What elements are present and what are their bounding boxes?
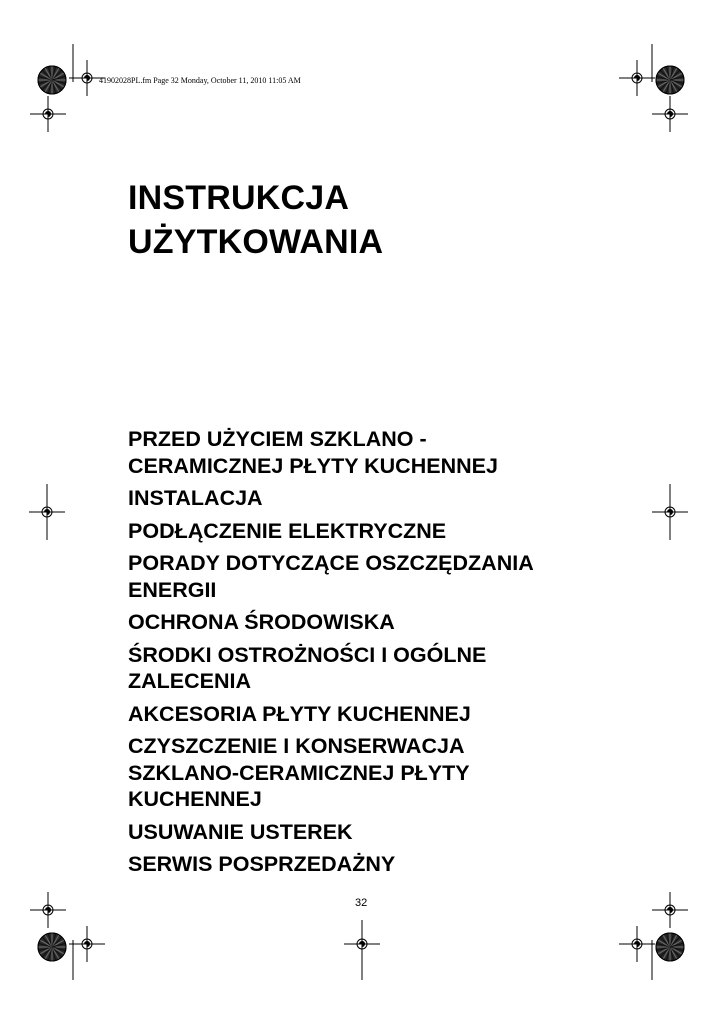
toc-item: [128, 819, 648, 846]
toc-item-line: OCHRONA ŚRODOWISKA: [128, 610, 395, 634]
toc-item-line: CZYSZCZENIE I KONSERWACJA: [128, 734, 465, 758]
toc-item: [128, 426, 648, 479]
print-slug: 41902028PL.fm Page 32 Monday, October 11, 2010 11:05 AM: [99, 76, 301, 85]
page-title-line-1: INSTRUKCJA: [128, 179, 350, 217]
toc-item-line: AKCESORIA PŁYTY KUCHENNEJ: [128, 701, 471, 726]
color-wheel-icon: [38, 933, 66, 961]
toc-item: [128, 550, 648, 603]
toc-item: [128, 518, 648, 545]
toc-item-line: ZALECENIA: [128, 669, 252, 693]
registration-target-icon: [652, 892, 688, 928]
toc-item-line: PODŁĄCZENIE ELEKTRYCZNE: [128, 518, 447, 543]
toc-item-line: PORADY DOTYCZĄCE OSZCZĘDZANIA: [128, 551, 534, 575]
toc-item-line: SZKLANO-CERAMICZNEJ PŁYTY: [128, 760, 470, 785]
table-of-contents: [128, 426, 648, 884]
toc-item-line: KUCHENNEJ: [128, 787, 262, 811]
color-wheel-icon: [38, 66, 66, 94]
toc-item: [128, 642, 648, 695]
color-wheel-icon: [656, 66, 684, 94]
toc-item-line: PRZED UŻYCIEM SZKLANO -: [128, 427, 427, 451]
toc-item: [128, 609, 648, 636]
toc-item-line: ŚRODKI OSTROŻNOŚCI I OGÓLNE: [128, 642, 487, 667]
registration-target-icon: [30, 96, 66, 132]
registration-target-icon: [619, 60, 655, 96]
page-number: 32: [355, 897, 368, 909]
toc-item-line: CERAMICZNEJ PŁYTY KUCHENNEJ: [128, 453, 498, 478]
toc-item: [128, 733, 648, 813]
page-title: [128, 176, 383, 264]
toc-item: [128, 851, 648, 878]
toc-item-line: SERWIS POSPRZEDAŻNY: [128, 852, 396, 876]
toc-item-line: INSTALACJA: [128, 486, 263, 510]
toc-item: [128, 701, 648, 728]
registration-target-icon: [652, 96, 688, 132]
toc-item-line: ENERGII: [128, 577, 217, 602]
registration-target-icon: [619, 926, 655, 962]
toc-item: [128, 485, 648, 512]
registration-target-icon: [30, 892, 66, 928]
color-wheel-icon: [656, 933, 684, 961]
page-title-line-2: UŻYTKOWANIA: [128, 223, 384, 261]
registration-target-icon: [69, 926, 105, 962]
toc-item-line: USUWANIE USTEREK: [128, 819, 353, 844]
